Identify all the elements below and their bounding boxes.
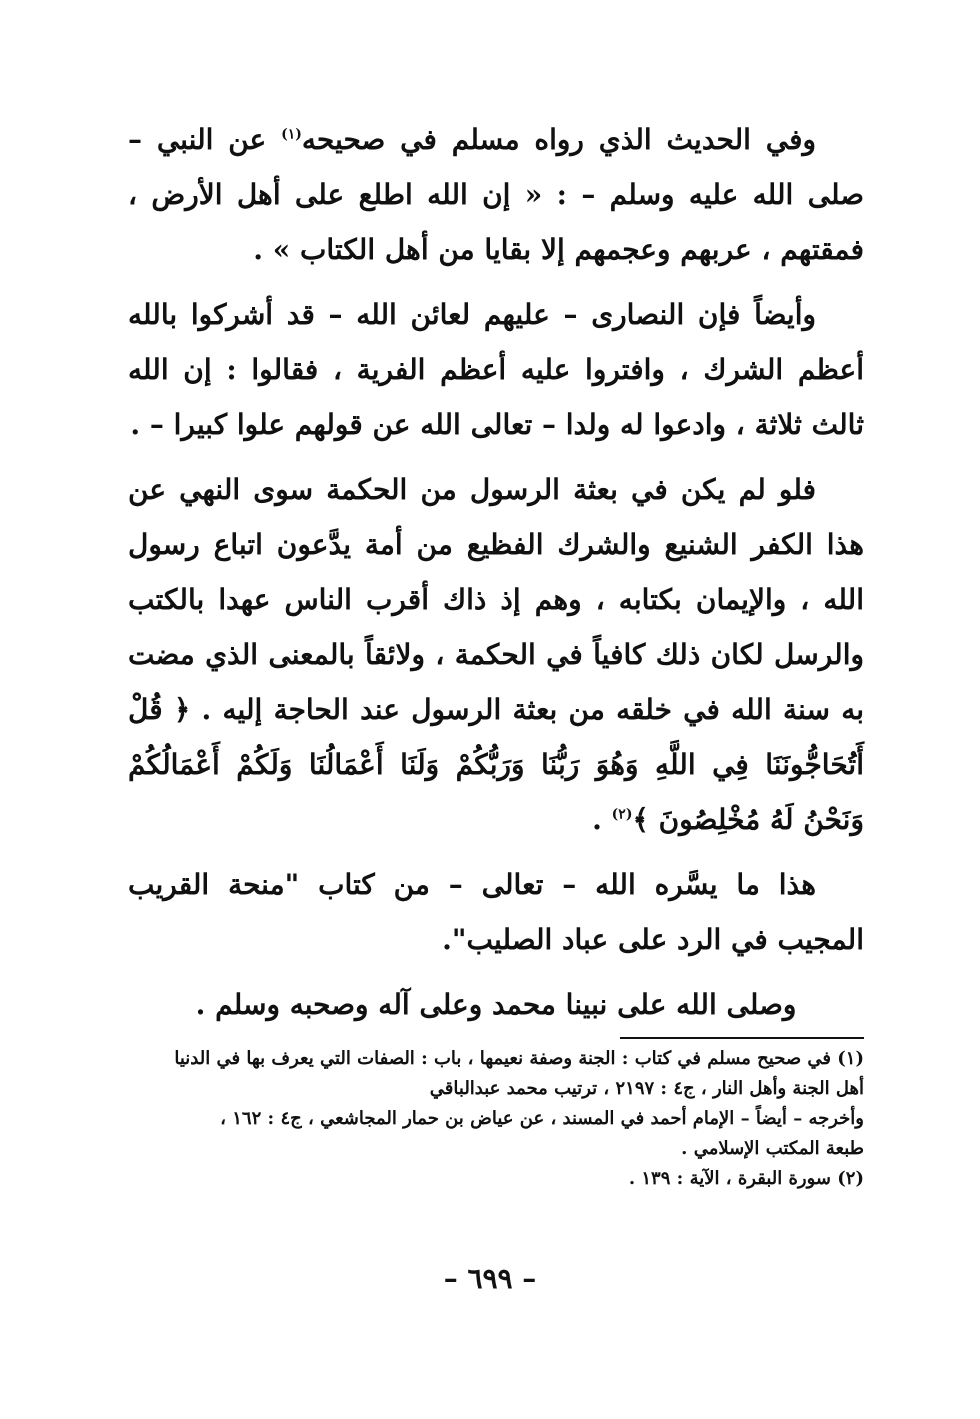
paragraph-wisdom	[128, 462, 864, 847]
footnote-1-line-4: طبعة المكتب الإسلامي .	[681, 1138, 864, 1159]
paragraph-closing-prayer: وصلى الله على نبينا محمد وعلى آله وصحبه وسلم .	[195, 988, 797, 1021]
quran-verse: ﴿ قُلْ أَتُحَاجُّونَنَا فِي اللَّهِ وَهُوَ رَبُّنَا وَرَبُّكُمْ وَلَنَا أَعْمَالُنَا وَلَكُمْ أَعْمَالُكُمْ وَنَحْنُ لَهُ مُخْلِصُونَ ﴾	[128, 693, 864, 836]
footnote-marker-1: (١)	[281, 126, 302, 143]
paragraph-wisdom-text-b: .	[592, 803, 612, 836]
paragraph-hadith	[128, 112, 864, 277]
paragraph-christians: وأيضاً فإن النصارى – عليهم لعائن الله – قد أشركوا بالله أعظم الشرك ، وافتروا عليه أعظم الفرية ، فقالوا : إن الله ثالث ثلاثة ، وادعوا له ولدا – تعالى الله عن قولهم علوا كبيرا – .	[128, 298, 864, 441]
page-number: – ٦٩٩ –	[443, 1262, 537, 1295]
paragraph-book-title: هذا ما يسَّره الله – تعالى – من كتاب "منحة القريب المجيب في الرد على عباد الصليب".	[128, 868, 864, 956]
footnotes	[128, 1044, 864, 1194]
paragraph-hadith-text-a: وفي الحديث الذي رواه مسلم في صحيحه	[301, 123, 817, 156]
footnote-1-line-1: (١) في صحيح مسلم في كتاب : الجنة وصفة نعيمها ، باب : الصفات التي يعرف بها في الدنيا	[174, 1048, 864, 1069]
footnote-divider	[620, 1037, 864, 1039]
footnote-2: (٢) سورة البقرة ، الآية : ١٣٩ .	[628, 1168, 864, 1189]
footnote-marker-2: (٢)	[611, 806, 633, 823]
paragraph-wisdom-text-a: فلو لم يكن في بعثة الرسول من الحكمة سوى النهي عن هذا الكفر الشنيع والشرك الفظيع من أمة يدَّعون اتباع رسول الله ، والإيمان بكتابه ، وهم إذ ذاك أقرب الناس عهدا بالكتب والرسل لكان ذلك كافياً في الحكمة ، ولائقاً بالمعنى الذي مضت به سنة الله في خلقه من بعثة الرسول عند الحاجة إليه .	[128, 473, 864, 726]
main-text	[128, 112, 864, 1042]
footnote-1-line-2: أهل الجنة وأهل النار ، ج٤ : ٢١٩٧ ، ترتيب محمد عبدالباقي	[429, 1078, 864, 1099]
paragraph-hadith-text-b: عن النبي – صلى الله عليه وسلم – : « إن الله اطلع على أهل الأرض ، فمقتهم ، عربهم وعجمهم إلا بقايا من أهل الكتاب » .	[128, 123, 864, 266]
footnote-1-line-3: وأخرجه – أيضاً – الإمام أحمد في المسند ، عن عياض بن حمار المجاشعي ، ج٤ : ١٦٢ ،	[220, 1108, 864, 1129]
